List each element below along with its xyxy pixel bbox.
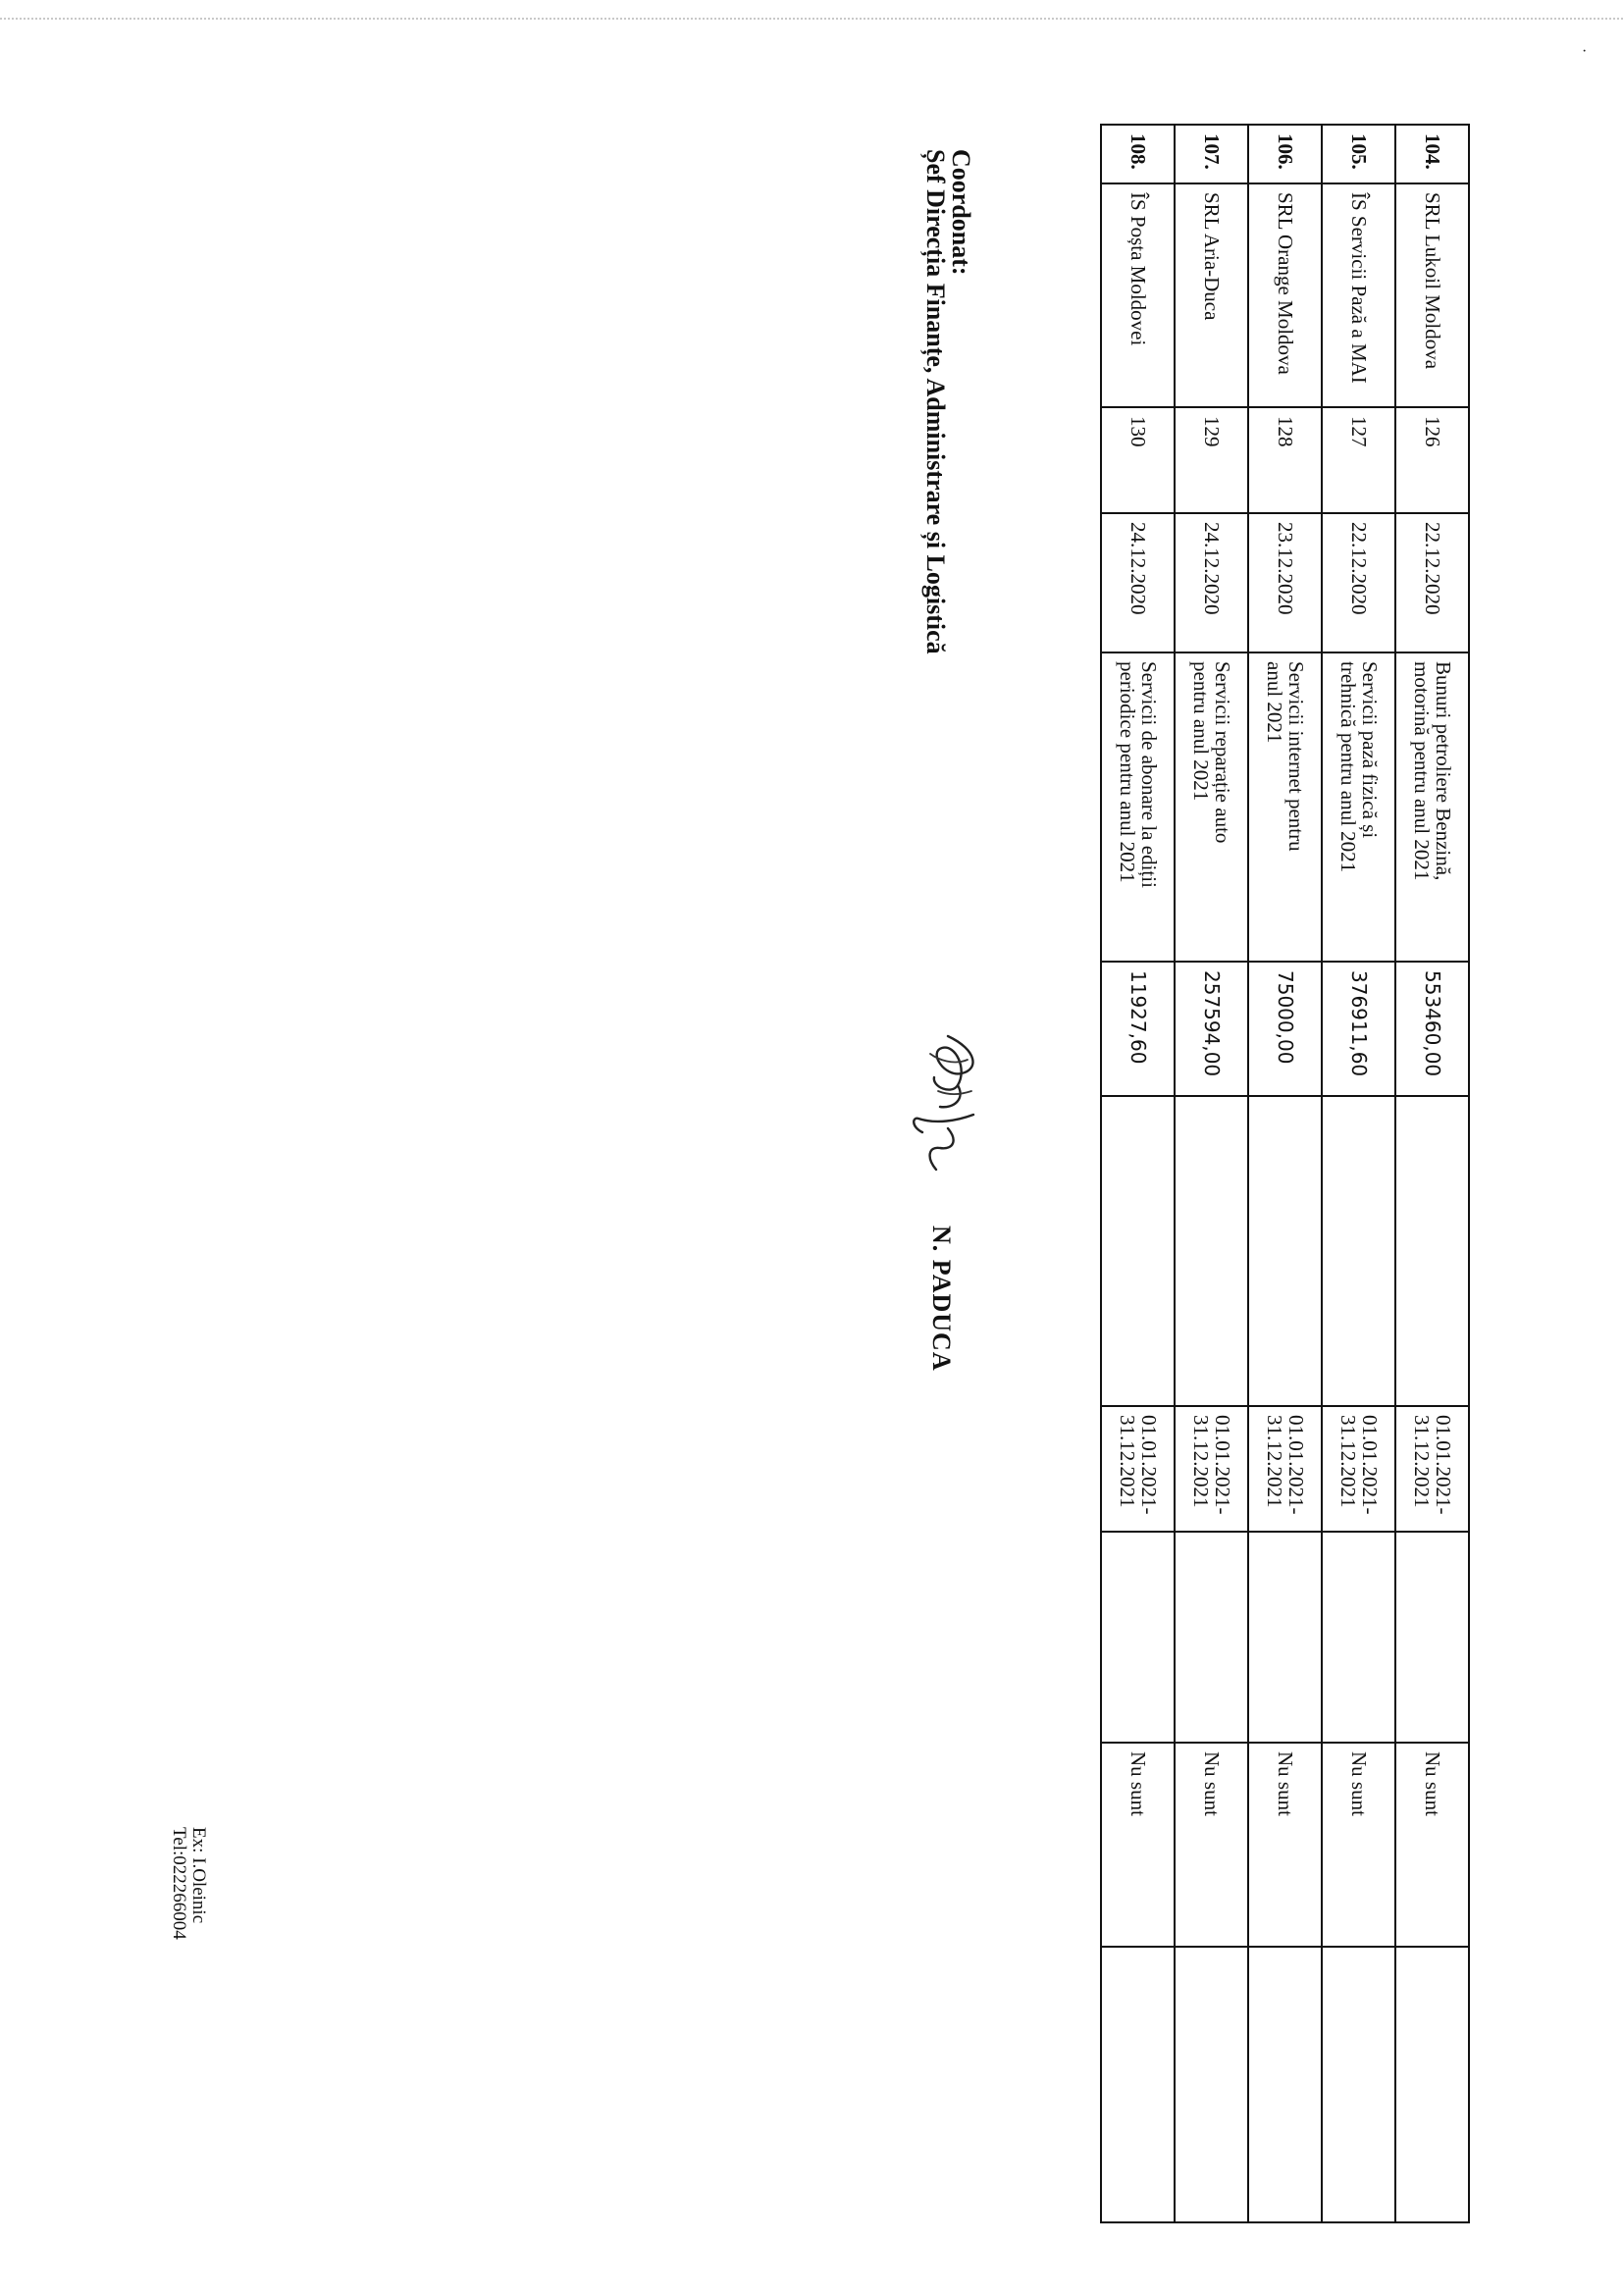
- contract-object-line: pentru anul 2021: [1189, 661, 1214, 802]
- contract-period-line: 01.01.2021-: [1431, 1415, 1455, 1515]
- company-name: SRL Orange Moldova: [1248, 183, 1322, 407]
- contract-object-line: Bunuri petroliere Benzină,: [1431, 661, 1455, 881]
- status-cell: Nu sunt: [1101, 1743, 1175, 1947]
- contract-object-line: anul 2021: [1263, 661, 1287, 744]
- table-row: [1175, 125, 1248, 2222]
- empty-cell: [1175, 1532, 1248, 1743]
- contract-number: 130: [1101, 407, 1175, 513]
- table-row: [1101, 125, 1175, 2222]
- row-number: 104.: [1395, 125, 1469, 183]
- company-name: ÎS Servicii Pază a MAI: [1322, 183, 1395, 407]
- row-number: 106.: [1248, 125, 1322, 183]
- empty-cell: [1322, 1947, 1395, 2222]
- empty-cell: [1322, 1532, 1395, 1743]
- empty-cell: [1395, 1947, 1469, 2222]
- empty-cell: [1175, 1096, 1248, 1406]
- status-cell: Nu sunt: [1175, 1743, 1248, 1947]
- contract-number: 126: [1395, 407, 1469, 513]
- contract-date: 24.12.2020: [1175, 513, 1248, 652]
- contract-amount: 11927,60: [1101, 962, 1175, 1096]
- contract-amount: 376911,60: [1322, 962, 1395, 1096]
- contract-object: [1175, 652, 1248, 962]
- empty-cell: [1101, 1532, 1175, 1743]
- row-number: 107.: [1175, 125, 1248, 183]
- contract-period: [1101, 1406, 1175, 1532]
- contract-object: [1395, 652, 1469, 962]
- table-row: [1248, 125, 1322, 2222]
- table-row: [1395, 125, 1469, 2222]
- status-cell: Nu sunt: [1248, 1743, 1322, 1947]
- empty-cell: [1395, 1532, 1469, 1743]
- contract-object: [1101, 652, 1175, 962]
- scan-speck: ·: [1582, 43, 1588, 60]
- executor-phone: Tel:022266004: [169, 1827, 190, 1940]
- contract-date: 24.12.2020: [1101, 513, 1175, 652]
- contract-object: [1322, 652, 1395, 962]
- contract-amount: 257594,00: [1175, 962, 1248, 1096]
- contract-number: 127: [1322, 407, 1395, 513]
- contract-object-line: periodice pentru anul 2021: [1116, 661, 1140, 883]
- contract-period: [1175, 1406, 1248, 1532]
- contract-object-line: trehnică pentru anul 2021: [1336, 661, 1361, 873]
- contract-date: 23.12.2020: [1248, 513, 1322, 652]
- table-row: [1322, 125, 1395, 2222]
- contract-period-line: 31.12.2021: [1336, 1415, 1361, 1508]
- row-number: 108.: [1101, 125, 1175, 183]
- contract-date: 22.12.2020: [1395, 513, 1469, 652]
- company-name: ÎS Poșta Moldovei: [1101, 183, 1175, 407]
- contract-object-line: motorină pentru anul 2021: [1410, 661, 1435, 881]
- empty-cell: [1101, 1096, 1175, 1406]
- contract-object-line: Servicii reparație auto: [1210, 661, 1234, 844]
- contract-period-line: 01.01.2021-: [1210, 1415, 1234, 1515]
- contract-number: 128: [1248, 407, 1322, 513]
- row-number: 105.: [1322, 125, 1395, 183]
- empty-cell: [1395, 1096, 1469, 1406]
- contracts-table: [1100, 124, 1470, 2223]
- empty-cell: [1248, 1947, 1322, 2222]
- contract-period-line: 31.12.2021: [1116, 1415, 1140, 1508]
- signer-name: N. PADUCA: [927, 1226, 956, 1372]
- contract-number: 129: [1175, 407, 1248, 513]
- empty-cell: [1322, 1096, 1395, 1406]
- contract-period: [1395, 1406, 1469, 1532]
- contract-object-line: Servicii pază fizică și: [1357, 661, 1382, 839]
- contract-object-line: Servicii internet pentru: [1283, 661, 1308, 852]
- contract-period-line: 31.12.2021: [1263, 1415, 1287, 1508]
- contract-amount: 75000,00: [1248, 962, 1322, 1096]
- contract-object: [1248, 652, 1322, 962]
- company-name: SRL Aria-Duca: [1175, 183, 1248, 407]
- contract-period-line: 01.01.2021-: [1357, 1415, 1382, 1515]
- handwritten-signature: [905, 1030, 987, 1177]
- coordonat-title: Șef Direcția Finanțe, Administrare și Logistică: [921, 149, 950, 654]
- contract-period-line: 01.01.2021-: [1283, 1415, 1308, 1515]
- contract-date: 22.12.2020: [1322, 513, 1395, 652]
- company-name: SRL Lukoil Moldova: [1395, 183, 1469, 407]
- empty-cell: [1248, 1532, 1322, 1743]
- contract-amount: 553460,00: [1395, 962, 1469, 1096]
- executor-info: [169, 1827, 208, 1940]
- contract-period: [1322, 1406, 1395, 1532]
- status-cell: Nu sunt: [1322, 1743, 1395, 1947]
- contract-period-line: 01.01.2021-: [1136, 1415, 1161, 1515]
- contract-period-line: 31.12.2021: [1189, 1415, 1214, 1508]
- empty-cell: [1175, 1947, 1248, 2222]
- executor-name: Ex: I.Oleinic: [188, 1827, 209, 1924]
- contract-period: [1248, 1406, 1322, 1532]
- coordonat-label: Coordonat:: [947, 149, 975, 276]
- empty-cell: [1101, 1947, 1175, 2222]
- status-cell: Nu sunt: [1395, 1743, 1469, 1947]
- contract-period-line: 31.12.2021: [1410, 1415, 1435, 1508]
- empty-cell: [1248, 1096, 1322, 1406]
- contract-object-line: Servicii de abonare la ediții: [1136, 661, 1161, 888]
